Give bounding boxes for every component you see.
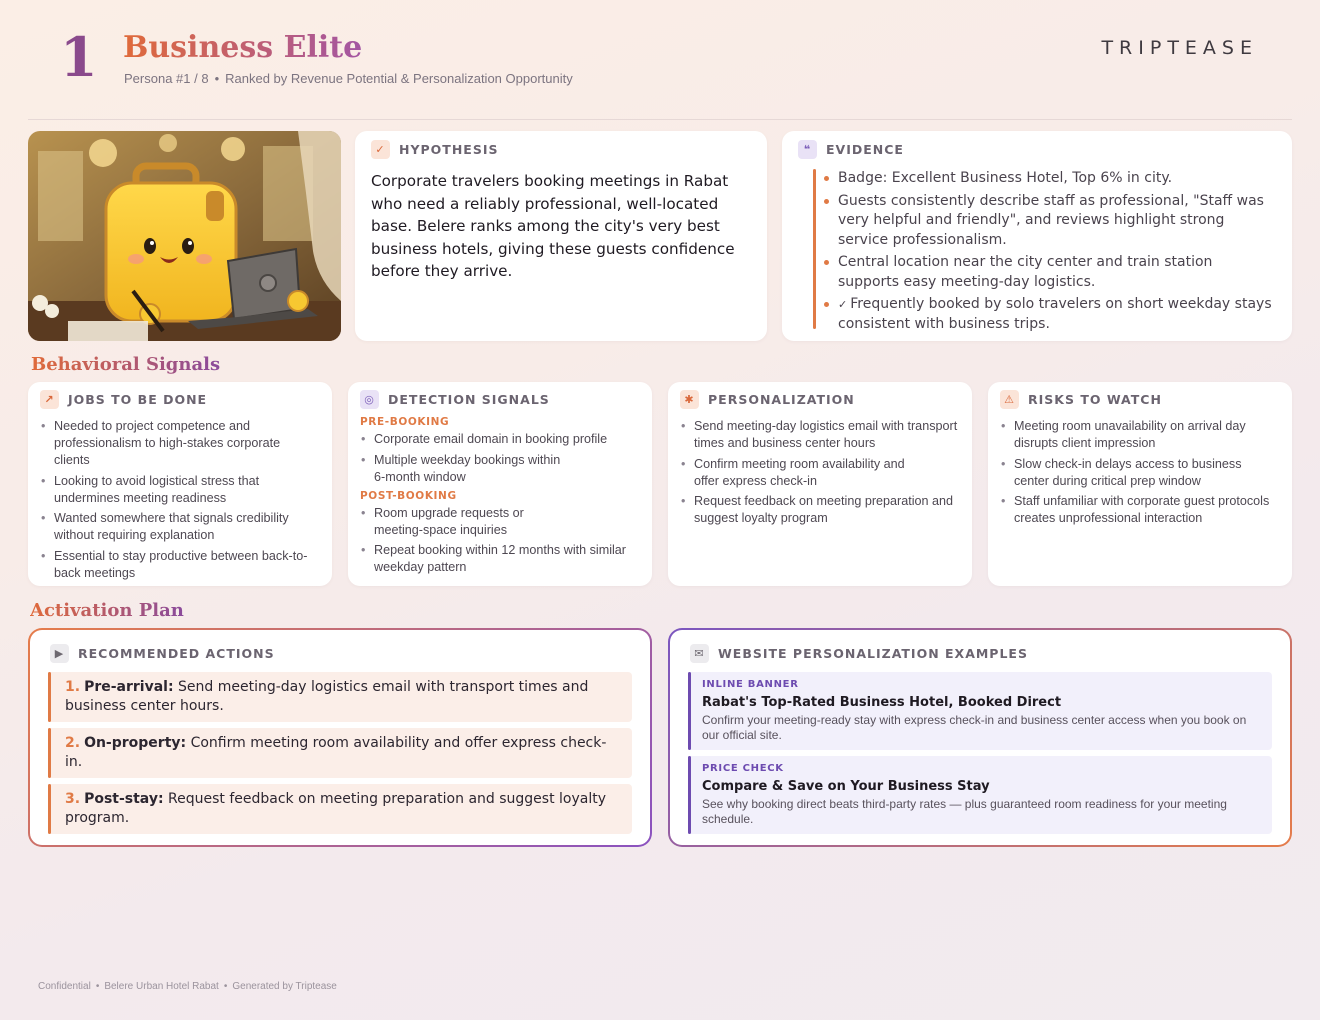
post-booking-list [360,505,632,577]
evidence-item [822,169,1274,189]
list-item: • Essential to stay productive between back-to-back meetings [40,548,318,582]
evidence-item [822,295,1274,334]
footer-generated: Generated by Triptease [232,981,337,992]
list-item: • Wanted somewhere that signals credibility without requiring explanation [40,510,318,544]
evidence-item-text: Badge: Excellent Business Hotel, Top 6% in city. [838,170,1173,186]
example-headline: Rabat's Top-Rated Business Hotel, Booked Direct [702,695,1062,710]
website-personalization-inner [670,630,1290,845]
example-tag: PRICE CHECK [702,763,784,774]
jobs-label-text: JOBS TO BE DONE [68,392,208,407]
example-tag: INLINE BANNER [702,679,799,690]
sparkle-icon: ✱ [680,390,699,409]
evidence-body [798,169,1274,334]
action-text: Send meeting-day logistics email with transport times and business center hours. [65,679,589,714]
list-item: • Repeat booking within 12 months with similar weekday pattern [360,542,632,576]
persona-number: 1 [60,25,98,89]
list-item: • Multiple weekday bookings within 6-month window [360,452,632,486]
check-icon: ✓ [371,140,390,159]
jobs-card [28,382,332,586]
example-headline: Compare & Save on Your Business Stay [702,779,990,794]
hypothesis-card [355,131,767,341]
personalization-card [668,382,972,586]
risks-label-text: RISKS TO WATCH [1028,392,1162,407]
hypothesis-text: Corporate travelers booking meetings in Rabat who need a reliably professional, well-located base. Belere ranks among the city's very best business hotels, giving these guests confidence before they arrive. [371,172,735,281]
recommended-actions-label-text: RECOMMENDED ACTIONS [78,646,275,661]
evidence-accent-bar [813,169,816,329]
recommended-actions-inner [30,630,650,845]
list-item: • Corporate email domain in booking profile [360,431,632,448]
jobs-list [40,418,318,582]
persona-title: Business Elite [123,30,363,65]
website-personalization-card [668,628,1292,847]
envelope-icon: ✉ [690,644,709,663]
detection-card [348,382,652,586]
action-number: 2. [65,735,81,751]
action-item [48,672,632,722]
website-personalization-label [690,644,1272,663]
quote-icon: ❝ [798,140,817,159]
detection-label [360,390,632,409]
action-item [48,784,632,834]
personalization-label-text: PERSONALIZATION [708,392,855,407]
target-icon: ◎ [360,390,379,409]
evidence-item [822,253,1274,292]
personalization-label [680,390,960,409]
pre-booking-heading: PRE-BOOKING [360,416,450,428]
evidence-item [822,192,1274,251]
list-item: • Send meeting-day logistics email with transport times and business center hours [680,418,960,452]
website-example [688,756,1272,834]
action-text: Request feedback on meeting preparation and suggest loyalty program. [65,791,606,826]
suitcase-mascot-icon [28,131,341,341]
personalization-list [680,418,960,527]
website-personalization-label-text: WEBSITE PERSONALIZATION EXAMPLES [718,646,1028,661]
behavioral-signals-title: Behavioral Signals [31,354,221,375]
evidence-label-text: EVIDENCE [826,142,904,157]
action-text: Confirm meeting room availability and offer express check-in. [65,735,607,770]
warning-icon: ⚠ [1000,390,1019,409]
example-body: See why booking direct beats third-party rates — plus guaranteed room readiness for your meeting schedule. [702,797,1227,826]
header-divider [28,119,1292,120]
list-item: • Room upgrade requests or meeting-space inquiries [360,505,632,539]
evidence-item-text: Frequently booked by solo travelers on short weekday stays consistent with business trips. [838,296,1272,332]
list-item: • Staff unfamiliar with corporate guest protocols creates unprofessional interaction [1000,493,1278,527]
risks-label [1000,390,1278,409]
list-item: • Needed to project competence and professionalism to high-stakes corporate clients [40,418,318,469]
example-body: Confirm your meeting-ready stay with express check-in and business center access when you book on our official site. [702,713,1247,742]
post-booking-heading: POST-BOOKING [360,489,457,502]
footer [38,981,337,992]
evidence-label [798,140,1274,159]
action-number: 3. [65,791,81,807]
list-item: • Meeting room unavailability on arrival day disrupts client impression [1000,418,1278,452]
brand-logo: TRIPTEASE [1101,37,1258,59]
persona-index: Persona #1 / 8 [124,71,209,86]
detection-label-text: DETECTION SIGNALS [388,392,550,407]
evidence-card [782,131,1292,341]
separator-dot: • [223,981,228,992]
website-example [688,672,1272,750]
persona-illustration [28,131,341,341]
action-lead: On-property: [84,735,187,751]
footer-hotel: Belere Urban Hotel Rabat [104,981,219,992]
pre-booking-list [360,431,632,486]
recommended-actions-label [50,644,632,663]
footer-confidential: Confidential [38,981,91,992]
persona-ranking: Ranked by Revenue Potential & Personalization Opportunity [225,71,573,86]
check-icon: ✓ [838,298,848,311]
action-item [48,728,632,778]
action-number: 1. [65,679,81,695]
activation-plan-title: Activation Plan [30,600,184,621]
separator-dot: • [214,71,220,86]
evidence-list [822,169,1274,334]
action-lead: Post-stay: [84,791,164,807]
evidence-item-text: Guests consistently describe staff as professional, "Staff was very helpful and friendly", and reviews highlight strong service professionalism. [838,192,1264,248]
hypothesis-label [371,140,767,159]
list-item: • Request feedback on meeting preparation and suggest loyalty program [680,493,960,527]
arrow-up-right-icon: ↗ [40,390,59,409]
list-item: • Slow check-in delays access to business center during critical prep window [1000,456,1278,490]
risks-list [1000,418,1278,527]
recommended-actions-card [28,628,652,847]
action-lead: Pre-arrival: [84,679,174,695]
evidence-item-text: Central location near the city center and train station supports easy meeting-day logistics. [838,254,1213,290]
persona-subtitle [124,71,573,86]
separator-dot: • [95,981,100,992]
play-icon: ▶ [50,644,69,663]
list-item: • Confirm meeting room availability and offer express check-in [680,456,960,490]
hypothesis-label-text: HYPOTHESIS [399,142,499,157]
jobs-label [40,390,318,409]
list-item: • Looking to avoid logistical stress that undermines meeting readiness [40,473,318,507]
risks-card [988,382,1292,586]
